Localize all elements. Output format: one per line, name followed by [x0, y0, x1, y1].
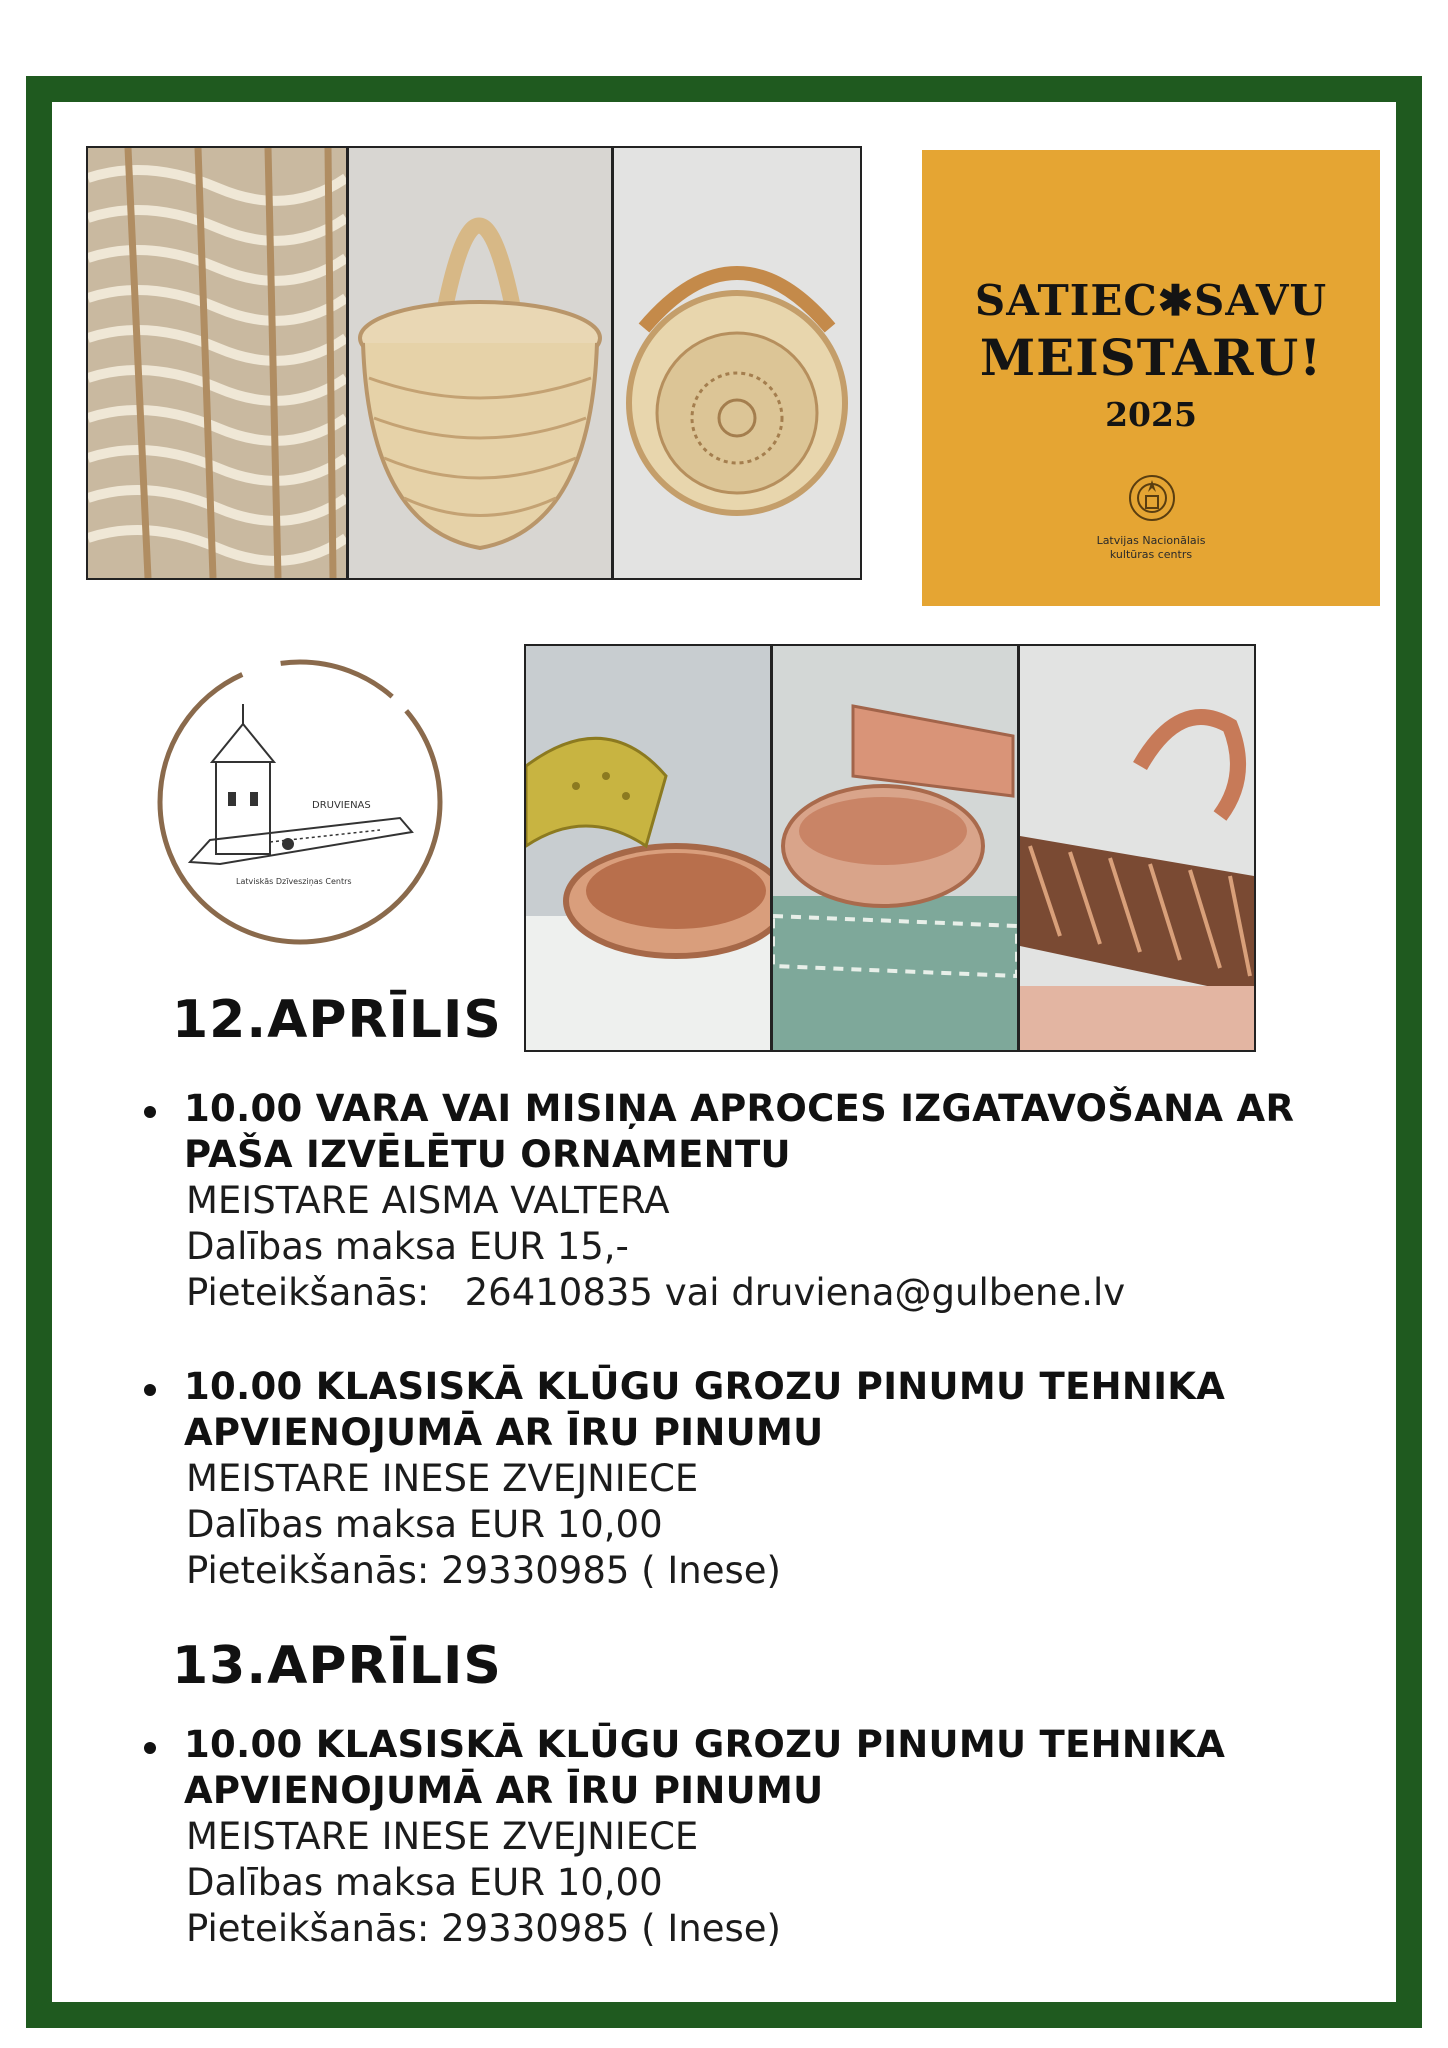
photo-wicker-weave	[86, 146, 348, 580]
logo-name: DRUVIENAS	[312, 800, 371, 811]
event-title: APVIENOJUMĀ AR ĪRU PINUMU	[184, 1769, 824, 1812]
logo-caption: Latviskās Dzīvesziņas Centrs	[236, 877, 352, 886]
event-title: 10.00 KLASISKĀ KLŪGU GROZU PINUMU TEHNIKA	[184, 1365, 1226, 1408]
event-master: MEISTARE INESE ZVEJNIECE	[186, 1815, 699, 1858]
badge-org-line2: kultūras centrs	[1109, 548, 1193, 561]
event-signup: Pieteikšanās: 29330985 ( Inese)	[186, 1549, 781, 1592]
event-fee: Dalības maksa EUR 15,-	[186, 1225, 629, 1268]
event-item	[140, 1722, 1360, 1952]
emblem-icon	[1126, 472, 1178, 524]
bullet-icon	[144, 1384, 156, 1396]
event-title: PAŠA IZVĒLĒTU ORNAMENTU	[184, 1133, 791, 1176]
event-signup: Pieteikšanās: 29330985 ( Inese)	[186, 1907, 781, 1950]
badge-title-line2: MEISTARU!	[979, 328, 1323, 387]
badge-org-line1: Latvijas Nacionālais	[1096, 534, 1206, 547]
event-fee: Dalības maksa EUR 10,00	[186, 1861, 663, 1904]
event-item	[140, 1086, 1360, 1316]
event-fee: Dalības maksa EUR 10,00	[186, 1503, 663, 1546]
date-heading-day2: 13.APRĪLIS	[172, 1636, 502, 1696]
bullet-icon	[144, 1106, 156, 1118]
event-item	[140, 1364, 1360, 1594]
event-title: 10.00 VARA VAI MISIŅA APROCES IZGATAVOŠANA AR	[184, 1087, 1295, 1130]
event-signup: Pieteikšanās: 26410835 vai druviena@gulbene.lv	[186, 1271, 1126, 1314]
druvienas-logo	[150, 652, 450, 952]
event-master: MEISTARE INESE ZVEJNIECE	[186, 1457, 699, 1500]
event-master: MEISTARE AISMA VALTERA	[186, 1179, 670, 1222]
photo-round-basket	[612, 146, 862, 580]
event-title: APVIENOJUMĀ AR ĪRU PINUMU	[184, 1411, 824, 1454]
photo-copper-bracelets	[771, 644, 1019, 1052]
photo-basket-with-handle	[347, 146, 613, 580]
badge-title-line1: SATIEC✱SAVU	[974, 276, 1328, 325]
date-heading-day1: 12.APRĪLIS	[172, 990, 502, 1050]
badge-year: 2025	[1105, 395, 1197, 434]
event-badge	[922, 150, 1380, 606]
bullet-icon	[144, 1742, 156, 1754]
photo-woven-copper-bracelet	[1018, 644, 1256, 1052]
event-title: 10.00 KLASISKĀ KLŪGU GROZU PINUMU TEHNIKA	[184, 1723, 1226, 1766]
photo-brass-bracelet	[524, 644, 772, 1052]
